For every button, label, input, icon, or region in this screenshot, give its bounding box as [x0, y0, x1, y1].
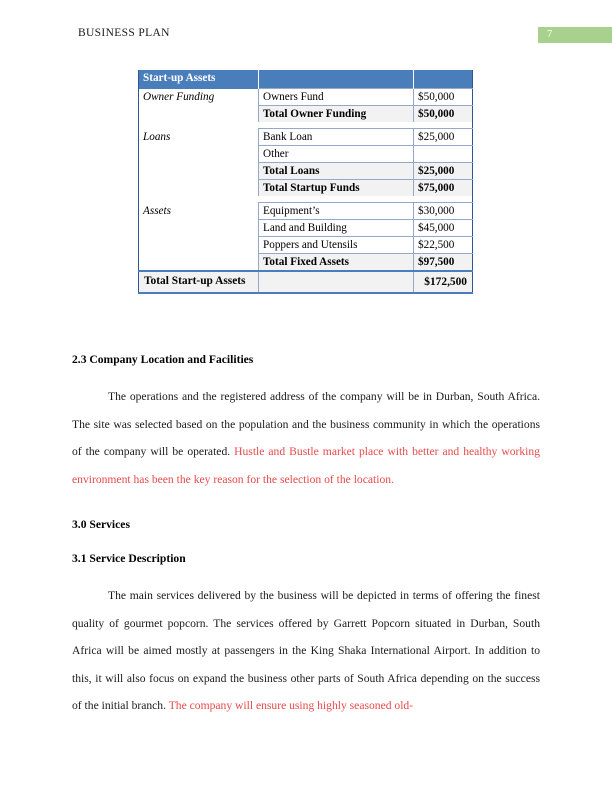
item-amount-total-fixed-assets: $97,500: [414, 254, 473, 272]
table-row: [139, 203, 473, 220]
paragraph-service-description-red: The company will ensure using highly seasoned old-: [168, 699, 414, 712]
heading-2-3: 2.3 Company Location and Facilities: [72, 353, 254, 366]
group-label-owner-funding: Owner Funding: [143, 90, 215, 103]
paragraph-company-location-red: Hustle and Bustle market place with better and healthy working environment has been the key reason for the selection of the location.: [72, 445, 540, 486]
start-up-assets-table-wrapper: [138, 70, 472, 294]
item-amount-total-loans: $25,000: [414, 163, 473, 180]
table-header-cell-blank-1: [259, 70, 414, 89]
grand-total-amount: $172,500: [414, 271, 473, 293]
item-name-total-fixed-assets: Total Fixed Assets: [259, 254, 414, 272]
spacer: [72, 567, 540, 582]
item-name-poppers-and-utensils: Poppers and Utensils: [259, 237, 414, 254]
item-name-equipments: Equipment’s: [259, 203, 414, 220]
grand-total-blank-cell: [259, 271, 414, 293]
paragraph-service-description-black: The main services delivered by the business will be depicted in terms of offering the finest quality of gourmet popcorn. The services offered by Garrett Popcorn situated in Durban, South Africa will be aimed mostly at passengers in the King Shaka International Airport. In addition to this, it will also focus on expand the business other parts of South Africa depending on the success of the initial branch.: [72, 589, 540, 712]
spacer: [72, 493, 540, 517]
item-amount-poppers-and-utensils: $22,500: [414, 237, 473, 254]
table-header-cell-blank-2: [414, 70, 473, 89]
group-label-loans: Loans: [143, 130, 171, 143]
spacer: [72, 533, 540, 551]
item-amount-equipments: $30,000: [414, 203, 473, 220]
heading-3-0: 3.0 Services: [72, 518, 130, 531]
item-amount-total-startup-funds: $75,000: [414, 180, 473, 197]
table-header-row: [139, 70, 473, 89]
start-up-assets-table: [138, 70, 473, 294]
table-grand-total-row: [139, 271, 473, 293]
item-amount-bank-loan: $25,000: [414, 129, 473, 146]
item-name-total-loans: Total Loans: [259, 163, 414, 180]
item-name-bank-loan: Bank Loan: [259, 129, 414, 146]
paragraph-company-location-black: The operations and the registered address of the company will be in Durban, South Africa. The site was selected based on the population and the business community in which the operations of the company will be operated.: [72, 390, 540, 458]
paragraph-company-location: [72, 383, 540, 493]
table-header-cell-title: Start-up Assets: [139, 70, 259, 89]
paragraph-service-description: [72, 582, 540, 720]
item-amount-owners-fund: $50,000: [414, 89, 473, 106]
heading-3-1: 3.1 Service Description: [72, 552, 186, 565]
item-amount-other: [414, 146, 473, 163]
item-name-total-startup-funds: Total Startup Funds: [259, 180, 414, 197]
item-name-other: Other: [259, 146, 414, 163]
item-amount-total-owner-funding: $50,000: [414, 106, 473, 123]
page-number: 7: [547, 29, 553, 40]
document-header-title: BUSINESS PLAN: [78, 27, 170, 39]
table-row: [139, 129, 473, 146]
group-label-assets: Assets: [143, 204, 171, 217]
page-number-band: [538, 27, 612, 43]
item-name-land-and-building: Land and Building: [259, 220, 414, 237]
table-row: [139, 89, 473, 106]
grand-total-label: Total Start-up Assets: [139, 271, 259, 293]
item-name-total-owner-funding: Total Owner Funding: [259, 106, 414, 123]
item-amount-land-and-building: $45,000: [414, 220, 473, 237]
document-body: [72, 352, 540, 720]
page-running-header: [0, 0, 612, 62]
spacer: [72, 368, 540, 383]
item-name-owners-fund: Owners Fund: [259, 89, 414, 106]
